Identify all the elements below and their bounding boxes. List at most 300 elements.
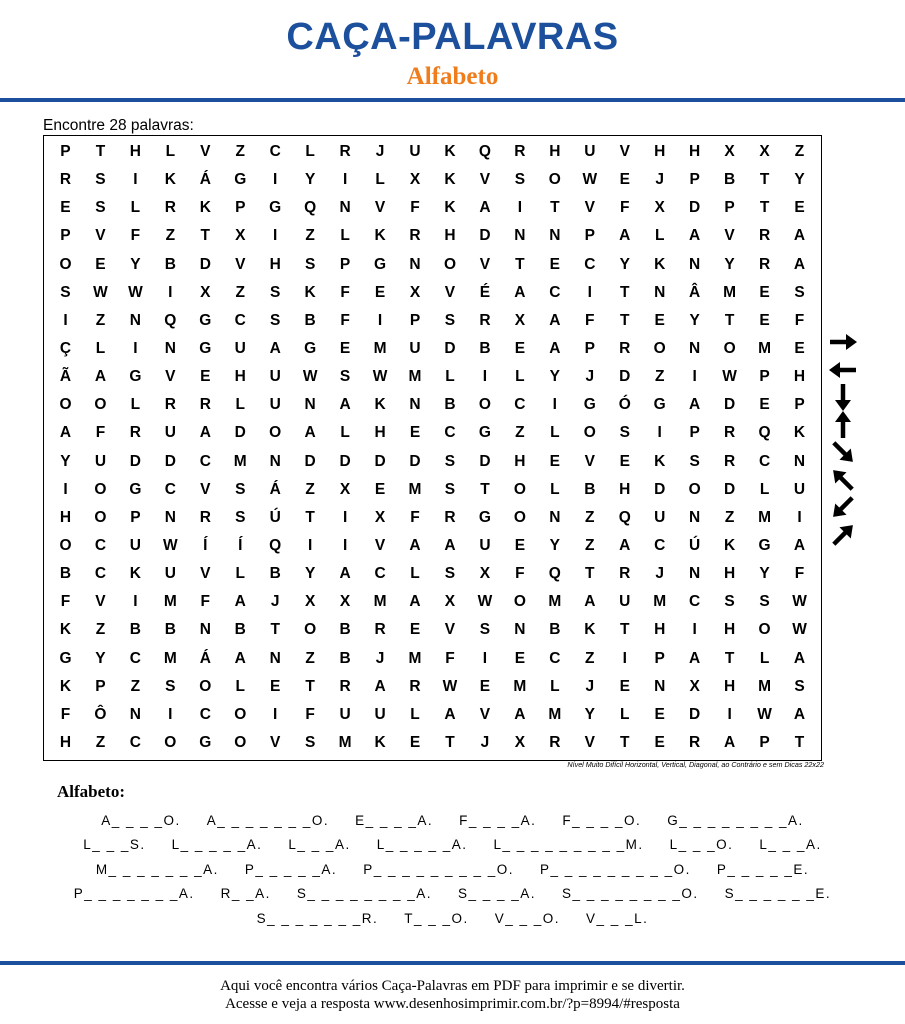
grid-letter: U [479, 536, 491, 554]
word-list-row [0, 882, 905, 907]
grid-letter: P [95, 677, 106, 695]
grid-letter: I [273, 705, 278, 723]
grid-letter: N [164, 508, 176, 526]
grid-letter: S [444, 311, 456, 329]
grid-letter: W [442, 677, 458, 695]
grid-letter: C [549, 649, 561, 667]
grid-letter: P [689, 171, 700, 189]
grid-letter: G [758, 536, 771, 554]
grid-letter: R [619, 565, 631, 583]
grid-letter: G [199, 733, 212, 751]
grid-letter: L [759, 480, 770, 498]
word-clue: P_ _ _ _ _A. [244, 861, 338, 877]
grid-letter: H [724, 565, 736, 583]
grid-letter: H [724, 621, 736, 639]
grid-letter: A [409, 593, 421, 611]
grid-letter: K [374, 733, 386, 751]
grid-letter: L [235, 396, 245, 414]
grid-letter: R [619, 340, 631, 358]
grid-letter: K [374, 227, 386, 245]
grid-letter: N [689, 508, 701, 526]
grid-letter: C [94, 536, 107, 554]
grid-letter: L [445, 368, 455, 386]
grid-letter: I [168, 705, 173, 723]
grid-letter: J [375, 649, 385, 667]
grid-letter: R [549, 733, 561, 751]
grid-letter: R [689, 733, 701, 751]
grid-letter: A [59, 424, 72, 442]
grid-letter: D [689, 199, 701, 217]
grid-letter: G [269, 199, 282, 217]
grid-letter: Í [203, 536, 208, 554]
grid-letter: U [339, 705, 351, 723]
grid-letter: E [514, 340, 526, 358]
grid-letter: F [515, 565, 525, 583]
grid-letter: E [619, 677, 630, 695]
grid-letter: Q [269, 536, 282, 554]
grid-letter: O [94, 508, 107, 526]
grid-letter: M [653, 593, 667, 611]
grid-letter: M [373, 340, 387, 358]
grid-letter: D [619, 368, 631, 386]
word-clue: L_ _ _O. [669, 837, 734, 853]
footer-line-2: Acesse e veja a resposta www.desenhosimprimir.com.br/?p=8994/#resposta [225, 996, 680, 1012]
grid-letter: T [200, 227, 211, 245]
arrow-up-right-icon [826, 523, 860, 547]
grid-letter: K [444, 143, 456, 161]
grid-letter: A [234, 649, 246, 667]
grid-letter: R [129, 424, 141, 442]
grid-letter: S [619, 424, 630, 442]
grid-letter: O [59, 255, 72, 273]
grid-letter: W [477, 593, 493, 611]
grid-letter: I [342, 536, 348, 554]
letter-grid [44, 136, 821, 760]
grid-letter: W [302, 368, 318, 386]
grid-letter: W [93, 283, 108, 301]
grid-letter: E [654, 311, 665, 329]
grid-letter: P [724, 199, 735, 217]
grid-letter: A [269, 340, 281, 358]
grid-letter: E [409, 621, 421, 639]
grid-letter: N [549, 227, 561, 245]
grid-letter: N [129, 705, 141, 723]
grid-letter: C [689, 593, 701, 611]
grid-letter: P [584, 340, 595, 358]
grid-letter: F [200, 593, 211, 611]
grid-letter: E [339, 340, 351, 358]
grid-letter: R [724, 452, 736, 470]
grid-letter: P [409, 311, 421, 329]
word-list-row [0, 906, 905, 931]
grid-letter: X [479, 565, 491, 583]
grid-letter: X [200, 283, 211, 301]
word-clue: S_ _ _ _ _ _ _ _O. [562, 886, 699, 902]
grid-letter: K [199, 199, 211, 217]
grid-letter: M [373, 593, 387, 611]
grid-letter: O [653, 340, 666, 358]
grid-letter: I [273, 227, 278, 245]
grid-letter: B [584, 480, 596, 498]
grid-letter: D [304, 452, 316, 470]
grid-letter: E [549, 255, 560, 273]
grid-letter: L [410, 705, 420, 723]
grid-letter: E [374, 283, 386, 301]
grid-letter: A [199, 424, 211, 442]
grid-letter: N [269, 452, 281, 470]
grid-letter: A [514, 705, 526, 723]
grid-letter: Y [759, 565, 770, 583]
grid-letter: X [339, 593, 351, 611]
grid-letter: B [234, 621, 246, 639]
word-clue: A_ _ _ _ _ _ _O. [206, 812, 330, 828]
grid-letter: B [304, 311, 316, 329]
grid-letter: A [409, 536, 421, 554]
grid-letter: C [129, 733, 141, 751]
grid-letter: T [515, 255, 525, 273]
grid-letter: R [339, 143, 351, 161]
grid-letter: Y [689, 311, 700, 329]
grid-letter: X [409, 171, 421, 189]
grid-letter: T [620, 733, 630, 751]
grid-letter: S [794, 677, 805, 695]
grid-letter: T [445, 733, 455, 751]
grid-letter: Á [269, 480, 281, 498]
grid-letter: S [444, 565, 456, 583]
grid-letter: D [654, 480, 666, 498]
grid-letter: S [724, 593, 735, 611]
grid-letter: G [199, 311, 212, 329]
grid-letter: H [234, 368, 246, 386]
grid-letter: B [549, 621, 561, 639]
grid-letter: F [305, 705, 315, 723]
word-clue: L_ _ _A. [288, 837, 351, 853]
grid-letter: I [342, 508, 348, 526]
grid-letter: G [478, 424, 491, 442]
word-clue: P_ _ _ _ _E. [716, 861, 810, 877]
grid-letter: S [794, 283, 805, 301]
grid-letter: K [374, 396, 386, 414]
grid-letter: W [372, 368, 388, 386]
word-clue: L_ _ _ _ _A. [376, 837, 468, 853]
grid-letter: A [619, 227, 631, 245]
grid-letter: G [59, 649, 72, 667]
grid-letter: K [304, 283, 316, 301]
grid-letter: O [234, 705, 247, 723]
grid-letter: A [793, 255, 806, 273]
grid-letter: R [164, 199, 176, 217]
grid-letter: N [793, 452, 806, 470]
grid-letter: U [409, 143, 421, 161]
grid-letter: I [273, 171, 278, 189]
grid-letter: T [759, 171, 770, 189]
grid-letter: N [654, 283, 666, 301]
grid-letter: B [164, 255, 176, 273]
grid-letter: R [59, 171, 72, 189]
grid-letter: H [59, 508, 72, 526]
grid-letter: I [517, 199, 523, 217]
grid-letter: Á [199, 171, 211, 189]
grid-letter: U [374, 705, 386, 723]
grid-letter: Ú [269, 508, 281, 526]
grid-letter: T [620, 283, 630, 301]
word-list-title: Alfabeto: [57, 782, 125, 801]
arrow-up-icon [826, 413, 860, 437]
grid-letter: Y [130, 255, 141, 273]
grid-letter: L [654, 227, 665, 245]
grid-letter: A [724, 733, 736, 751]
grid-letter: J [480, 733, 490, 751]
grid-letter: N [409, 396, 421, 414]
grid-letter: R [758, 255, 771, 273]
grid-letter: D [724, 396, 736, 414]
grid-letter: W [792, 593, 807, 611]
grid-letter: T [620, 311, 630, 329]
grid-letter: C [584, 255, 596, 273]
word-clue: S_ _ _ _ _ _ _R. [256, 910, 379, 926]
word-clue: S_ _ _ _A. [458, 886, 537, 902]
grid-letter: T [270, 621, 280, 639]
grid-letter: K [654, 255, 666, 273]
grid-letter: V [584, 452, 595, 470]
grid-letter: R [374, 621, 386, 639]
grid-letter: C [514, 396, 526, 414]
grid-letter: Q [478, 143, 491, 161]
grid-letter: H [269, 255, 281, 273]
grid-letter: Z [585, 649, 595, 667]
grid-letter: T [480, 480, 490, 498]
grid-letter: P [689, 424, 700, 442]
grid-letter: O [548, 171, 561, 189]
grid-letter: L [515, 368, 525, 386]
grid-letter: T [620, 621, 630, 639]
grid-letter: A [479, 199, 491, 217]
grid-letter: P [759, 733, 770, 751]
grid-letter: P [60, 227, 71, 245]
grid-letter: V [374, 536, 386, 554]
grid-letter: K [59, 621, 72, 639]
grid-letter: É [479, 283, 491, 301]
grid-letter: U [654, 508, 666, 526]
word-clue: M_ _ _ _ _ _ _A. [95, 861, 219, 877]
grid-letter: R [199, 508, 211, 526]
grid-letter: M [408, 649, 422, 667]
grid-letter: H [654, 621, 666, 639]
grid-letter: E [409, 733, 421, 751]
grid-letter: H [514, 452, 526, 470]
arrow-left-icon [826, 358, 860, 382]
word-clue: V_ _ _L. [586, 910, 649, 926]
grid-letter: V [619, 143, 630, 161]
grid-letter: X [689, 677, 700, 695]
grid-letter: X [374, 508, 386, 526]
grid-letter: B [479, 340, 491, 358]
grid-letter: S [444, 480, 456, 498]
grid-letter: T [585, 565, 595, 583]
grid-letter: H [444, 227, 456, 245]
grid-letter: O [758, 621, 771, 639]
grid-letter: K [129, 565, 141, 583]
grid-letter: Q [304, 199, 317, 217]
grid-letter: M [408, 368, 422, 386]
grid-letter: W [792, 621, 807, 639]
grid-letter: A [549, 340, 561, 358]
grid-letter: A [339, 565, 351, 583]
grid-letter: K [164, 171, 176, 189]
grid-letter: S [270, 283, 281, 301]
grid-letter: A [584, 593, 596, 611]
grid-letter: V [374, 199, 386, 217]
grid-letter: G [583, 396, 596, 414]
grid-letter: B [59, 565, 72, 583]
grid-letter: K [444, 171, 456, 189]
arrow-right-icon [826, 330, 860, 354]
grid-letter: R [409, 227, 421, 245]
grid-letter: N [164, 340, 176, 358]
grid-letter: Z [305, 227, 315, 245]
grid-letter: K [444, 199, 456, 217]
grid-letter: K [654, 452, 666, 470]
grid-letter: U [584, 143, 596, 161]
grid-letter: S [689, 452, 700, 470]
grid-letter: E [95, 255, 106, 273]
grid-letter: U [793, 480, 806, 498]
grid-letter: L [550, 424, 560, 442]
grid-letter: O [59, 396, 72, 414]
grid-letter: E [759, 396, 770, 414]
grid-letter: Ú [689, 536, 701, 554]
grid-letter: X [409, 283, 421, 301]
grid-letter: V [200, 565, 211, 583]
word-clue: P_ _ _ _ _ _ _ _ _O. [363, 861, 515, 877]
grid-letter: L [305, 143, 315, 161]
grid-letter: Z [515, 424, 525, 442]
grid-letter: E [514, 649, 526, 667]
grid-letter: W [163, 536, 178, 554]
grid-letter: M [163, 649, 177, 667]
grid-letter: O [94, 396, 107, 414]
grid-letter: U [269, 396, 281, 414]
grid-letter: C [199, 705, 211, 723]
grid-letter: G [304, 340, 317, 358]
grid-letter: Y [794, 171, 805, 189]
grid-letter: X [339, 480, 351, 498]
grid-letter: V [95, 227, 106, 245]
grid-letter: S [479, 621, 491, 639]
grid-letter: J [585, 677, 595, 695]
grid-letter: Y [95, 649, 106, 667]
grid-letter: Q [548, 565, 561, 583]
instruction-text: Encontre 28 palavras: [43, 117, 194, 134]
grid-letter: I [342, 171, 348, 189]
grid-letter: S [304, 255, 316, 273]
grid-letter: D [339, 452, 351, 470]
grid-letter: B [339, 621, 351, 639]
grid-letter: V [479, 705, 491, 723]
grid-letter: X [444, 593, 456, 611]
grid-letter: S [235, 480, 246, 498]
word-list-row [0, 833, 905, 858]
grid-letter: C [234, 311, 246, 329]
grid-letter: Y [724, 255, 735, 273]
grid-letter: D [444, 340, 456, 358]
grid-letter: I [63, 311, 68, 329]
grid-letter: C [549, 283, 561, 301]
grid-letter: W [128, 283, 143, 301]
grid-letter: C [129, 649, 141, 667]
grid-letter: I [587, 283, 592, 301]
grid-letter: O [478, 396, 491, 414]
grid-letter: I [552, 396, 557, 414]
grid-letter: I [692, 621, 697, 639]
grid-letter: S [270, 311, 281, 329]
grid-letter: L [235, 565, 245, 583]
grid-letter: L [235, 677, 245, 695]
grid-letter: V [95, 593, 106, 611]
grid-letter: J [270, 593, 280, 611]
grid-letter: V [444, 283, 456, 301]
grid-letter: N [654, 677, 666, 695]
grid-letter: C [199, 452, 211, 470]
grid-letter: C [374, 565, 386, 583]
grid-letter: C [269, 143, 281, 161]
grid-letter: V [165, 368, 176, 386]
grid-letter: H [654, 143, 666, 161]
grid-letter: H [549, 143, 561, 161]
grid-letter: R [758, 227, 771, 245]
word-clue: A_ _ _ _O. [101, 812, 181, 828]
grid-letter: M [548, 593, 562, 611]
grid-letter: O [304, 621, 317, 639]
grid-letter: A [793, 536, 806, 554]
grid-letter: J [585, 368, 595, 386]
grid-letter: X [654, 199, 665, 217]
grid-letter: A [793, 705, 806, 723]
grid-letter: R [724, 424, 736, 442]
grid-letter: U [269, 368, 281, 386]
grid-letter: X [514, 311, 526, 329]
grid-letter: O [59, 536, 72, 554]
grid-letter: T [794, 733, 805, 751]
grid-letter: U [164, 565, 176, 583]
grid-letter: K [584, 621, 596, 639]
grid-letter: D [199, 255, 211, 273]
grid-letter: C [444, 424, 456, 442]
grid-letter: S [95, 171, 106, 189]
grid-letter: C [94, 565, 107, 583]
grid-letter: T [724, 649, 735, 667]
grid-letter: V [724, 227, 735, 245]
grid-letter: Z [305, 480, 315, 498]
grid-letter: O [513, 508, 526, 526]
arrow-down-icon [826, 385, 860, 409]
word-clue: F_ _ _ _O. [562, 812, 642, 828]
grid-letter: T [305, 508, 315, 526]
grid-letter: H [619, 480, 631, 498]
grid-letter: N [514, 621, 526, 639]
grid-letter: Y [584, 705, 595, 723]
grid-letter: K [59, 677, 72, 695]
grid-letter: Z [95, 621, 106, 639]
grid-letter: Y [549, 368, 560, 386]
grid-letter: M [513, 677, 527, 695]
grid-letter: M [408, 480, 422, 498]
grid-letter: P [794, 396, 805, 414]
grid-letter: A [689, 396, 701, 414]
grid-letter: V [270, 733, 281, 751]
grid-letter: T [759, 199, 770, 217]
grid-letter: I [307, 536, 313, 554]
